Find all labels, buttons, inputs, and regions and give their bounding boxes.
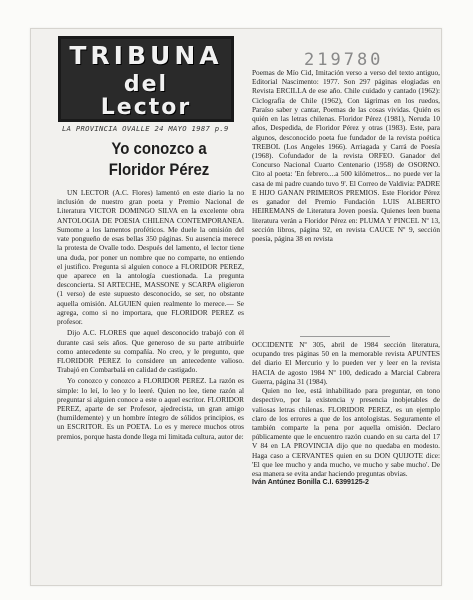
masthead-line-1: TRIBUNA: [69, 40, 223, 70]
paragraph: Quien no lee, está inhabilitado para preguntar, en tono despectivo, por la existencia y presencia inobjetables de valiosas letras chilenas. FLORIDOR PEREZ, es un ejemplo claro de los errores a que de los antologistas. Seguramente el también comparte la pena por aquella omisión. Declaro públicamente que le encuentro razón cuando en su carta del 17 V 84 en LA PROVINCIA dijo que no quedaba en modesto. Haga caso a CERVANTES quien en su DON QUIJOTE dice: 'El que lee mucho y anda mucho, ve mucho y sabe mucho'. De esa manera se evita andar haciendo preguntas obvias.: [252, 386, 440, 479]
archive-number-stamp: 219780: [304, 50, 384, 70]
article-column-right-bottom: [252, 340, 440, 566]
paragraph: Poemas de Mío Cid, Imitación verso a verso del texto antiguo, Editorial Nascimento: 1977. Son 297 páginas elogiadas en Revista ERCILLA de ese año. Chile cuidado y cantado (1962): Ciclografía de Chile (1962), Con lágrimas en los ruedos, Paraíso saber y cantar, Poemas de las cosas vividas. Quién es quién en las letras chilenas. Floridor Pérez (1981), Neruda 10 años, Despedida, de Floridor Pérez y otras (1983). Este, para algunos, desconocido poeta fue fundador de la revista poética TREBOL (Los Angeles 1966). Arriagada y Carrá de Poesía (1968). Cofundador de la revista ORFEO. Ganador del Concurso Nacional Cuarto Centenario (1958) de OSORNO. Cito al poeta: 'En febrero....a 500 kilómetros... no puede ver la casa de mi padre cuando tuvo 9'. El Correo de Valdivia: PADRE E HIJO GANAN PRIMEROS PREMIOS. Este Floridor Pérez es ganador del Premio Fundación LUIS ALBERTO HEIREMANS de Literatura Joven poesía. Quienes leen buena literatura verán a Floridor Pérez en: PLUMA Y PINCEL Nº 13, sección libros, página 92, en revista CAUCE Nº 9, sección poesía, página 38 en revista: [252, 68, 440, 243]
masthead-line-2: del: [123, 72, 169, 98]
masthead-logo: [58, 36, 234, 122]
headline-line-1: Yo conozco a: [111, 139, 207, 158]
author-signature: Iván Antúnez Bonilla C.I. 6399125-2: [252, 479, 369, 487]
paragraph: OCCIDENTE Nº 305, abril de 1984 sección literatura, ocupando tres páginas 50 en la memorable revista APUNTES del diario El Mercurio y lo pueden ver y leer en la revista HACIA de agosto 1984 Nº 100, dedicado a Marcial Cabrera Guerra, página 31 (1984).: [252, 340, 440, 386]
paragraph: Yo conozco y conozco a FLORIDOR PEREZ. La razón es simple: lo leí, lo leo y lo leeré. Quien no lee, tiene razón al preguntar si alguien conoce a este o aquel escritor. FLORIDOR PEREZ, aparte de ser Profesor, ajedrecista, un gran amigo (humildemente) y un hombre íntegro de sólidos principios, es un ESCRITOR. Es un POETA. Lo es y merece muchos otros premios, porque hasta donde llega mi limitada cultura, autor de:: [57, 376, 244, 441]
paragraph: UN LECTOR (A.C. Flores) lamentó en este diario la no inclusión de nuestro gran poeta y Premio Nacional de Literatura VICTOR DOMINGO SILVA en la excelente obra ANTOLOGIA DE POESIA CHILENA CONTEMPORANEA. Sumome a los lamentos proféticos. Me duele la omisión del vate pongueño de esas bellas 350 páginas. Su ausencia merece la protesta de Ovalle todo. Después del lamento, el lector tiene una duda, por poner un nombre que no comparte, no entiendo el justifico. Pregunta si alguien conoce a FLORIDOR PEREZ, que aparece en la antología cuestionada. La pregunta desconcierta. SI ARTECHE, MASSONE y SCARPA eligieron (1 verso) de este supuesto desconocido, se ser, no obstante aquella omisión. ALGUIEN quien realmente lo merece.— Se agrega, como si no importara, que FLORIDOR PEREZ es profesor.: [57, 188, 244, 327]
handwritten-source-note: LA PROVINCIA OVALLE 24 MAYO 1987 p.9: [62, 124, 229, 133]
article-headline: [93, 138, 225, 180]
column-divider: [300, 336, 390, 337]
article-column-right-top: [252, 68, 440, 338]
masthead-line-3: Lector: [100, 95, 192, 121]
article-column-left: [57, 188, 244, 568]
headline-line-2: Floridor Pérez: [108, 160, 210, 179]
paragraph: Dijo A.C. FLORES que aquel desconocido trabajó con él durante casi seis años. Que generoso de su parte atribuirle como antecedente su compañía. No creo, y le pregunto, que FLORIDOR PEREZ lo considere un antecedente valioso. Trabajó en Combarbalá en calidad de castigado.: [57, 328, 244, 375]
